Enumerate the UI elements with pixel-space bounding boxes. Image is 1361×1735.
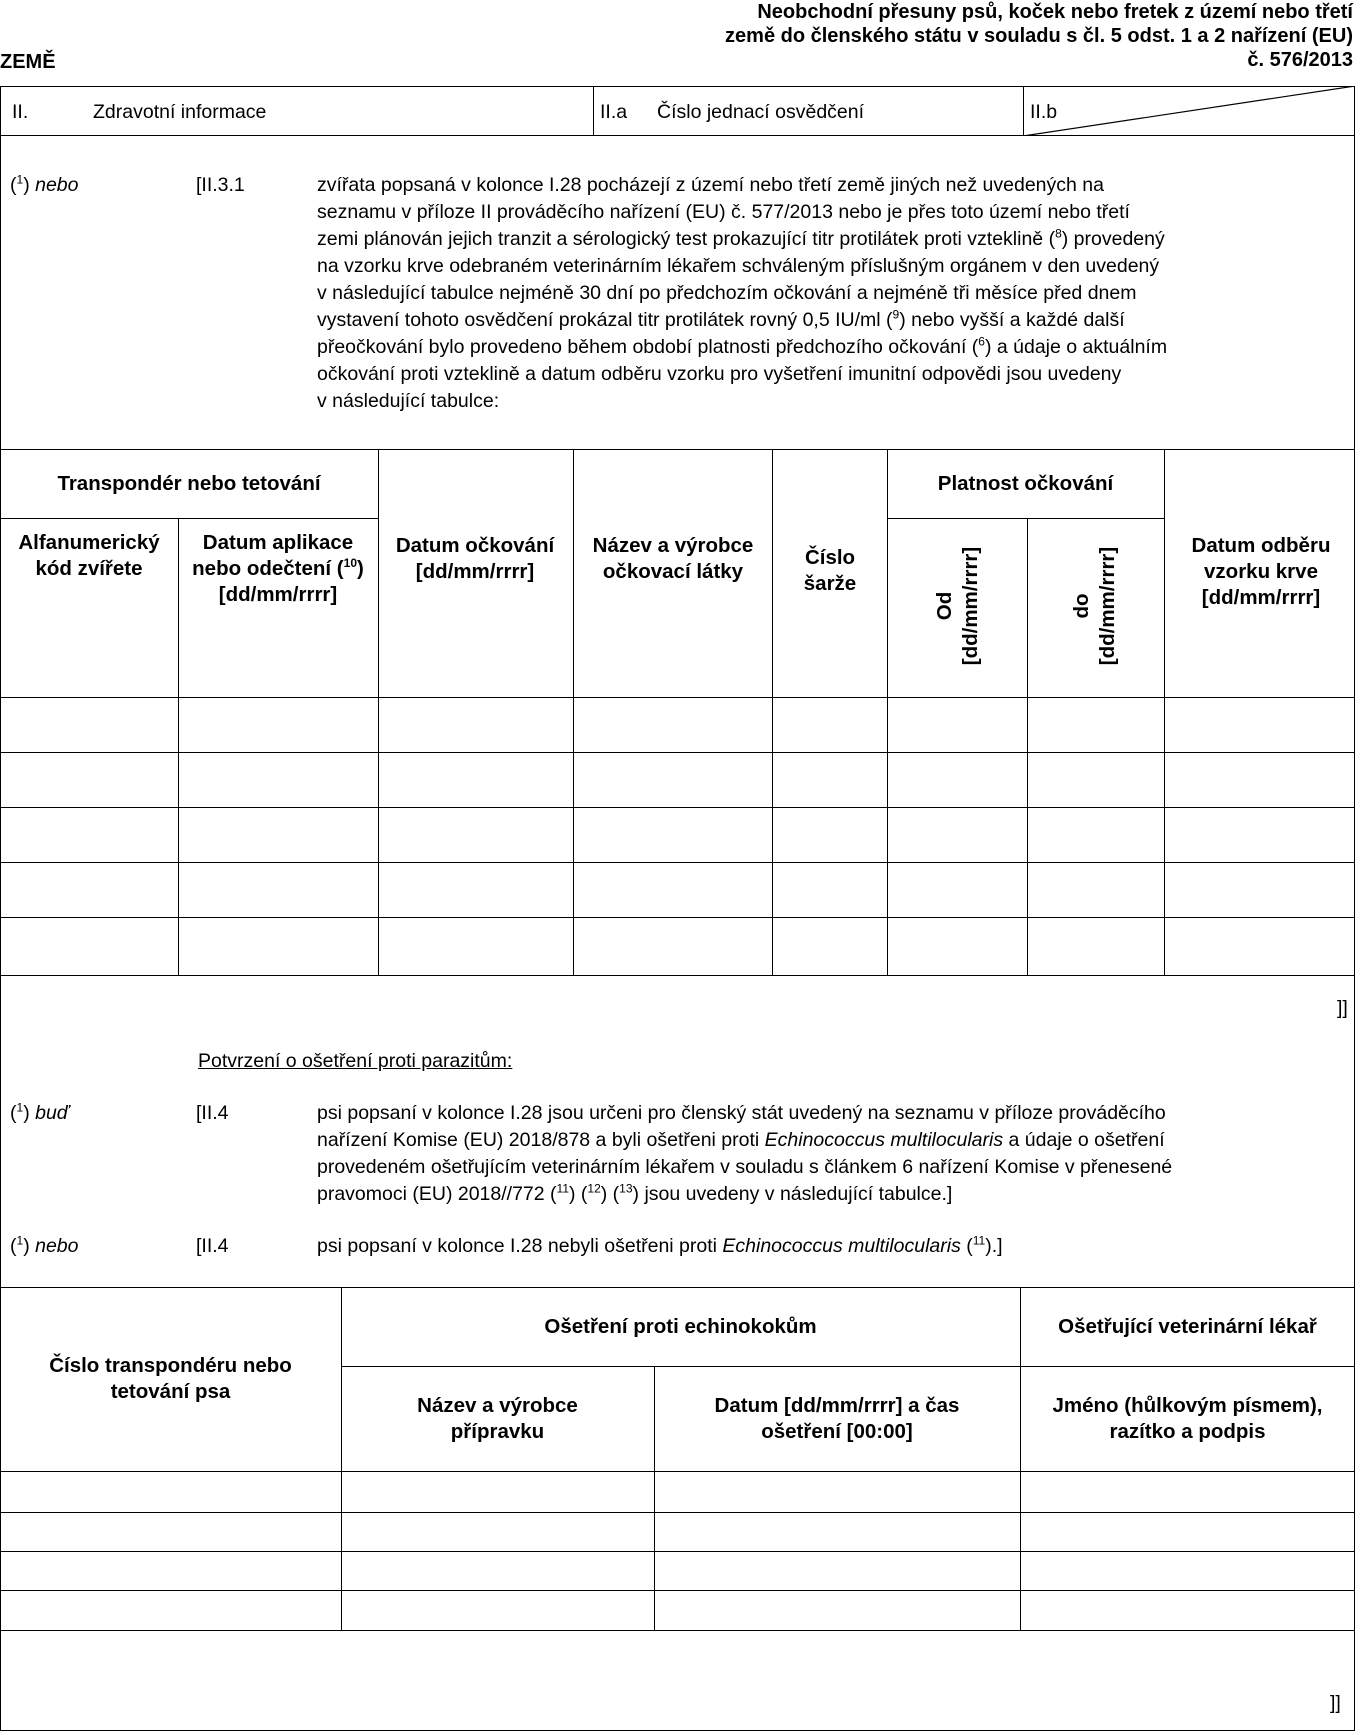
table-border [0, 697, 1355, 698]
option-marker: ($^1$) buď [10, 1100, 69, 1124]
col-application-date: Datum aplikace nebo odečtení ($^{10}$) [dd/mm/rrrr] [192, 531, 364, 606]
option2-text: psi popsaní v kolonce I.28 nebyli ošetřeni proti Echinococcus multilocularis ($^{11}$).] [317, 1233, 1003, 1257]
clause-text: zvířata popsaná v kolonce I.28 pocházejí z území nebo třetí země jiných než uvedených na seznamu v příloze II prováděcího nařízení (EU) č. 577/2013 nebo je přes toto území nebo třetí zemi plánován jejich tranzit a sérologický test prokazující titr protilátek proti vzteklině ($^8$) provedený na vzorku krve odebraném veterinárním lékařem schváleným příslušným orgánem v den uvedený v následující tabulce nejméně 30 dní po předchozím očkování a nejméně tři měsíce před dnem vystavení tohoto osvědčení prokázal titr protilátek rovný 0,5 IU/ml ($^9$) nebo vyšší a každé další přeočkování bylo provedeno během období platnosti předchozího očkování ($^6$) a údaje o aktuálním očkování proti vzteklině a datum odběru vzorku pro vyšetření imunitní odpovědi jsou uvedeny v následující tabulce: [317, 174, 1168, 412]
title-line-3: č. 576/2013 [1247, 49, 1353, 71]
col-vaccination-date: Datum očkování [dd/mm/rrrr] [395, 534, 555, 583]
option1-text: psi popsaní v kolonce I.28 jsou určeni pro členský stát uvedený na seznamu v příloze prováděcího nařízení Komise (EU) 2018/878 a byli ošetřeni proti Echinococcus multilocularis a údaje o ošetření provedeném ošetřujícím veterinárním lékařem v souladu s článkem 6 nařízení Komise v přenesené pravomoci (EU) 2018//772 ($^{11}$) ($^{12}$) ($^{13}$) jsou uvedeny v následující tabulce.] [317, 1102, 1173, 1205]
table-border [0, 975, 1355, 976]
divider [593, 86, 594, 136]
table-border [887, 518, 1164, 519]
col-vaccine-name: Název a výrobce očkovací látky [592, 534, 754, 583]
col-blood-sample-date: Datum odběru vzorku krve [dd/mm/rrrr] [1191, 534, 1331, 609]
col-animal-code: Alfanumerický kód zvířete [18, 531, 160, 580]
code-ii-b: II.b [1030, 101, 1058, 123]
group-veterinarian-header: Ošetřující veterinární lékař [1058, 1314, 1317, 1338]
reference-code: II.a [600, 101, 628, 123]
table-border [378, 449, 379, 975]
col-valid-from: Od [dd/mm/rrrr] [933, 546, 982, 666]
clause-code: [II.4 [196, 1102, 229, 1124]
clause-code: [II.4 [196, 1235, 229, 1257]
group-transponder-header: Transpondér nebo tetování [57, 471, 321, 495]
table-border [573, 449, 574, 975]
table-border [178, 518, 179, 975]
group-treatment-header: Ošetření proti echinokokům [544, 1314, 817, 1338]
diagonal-strike [1023, 86, 1355, 136]
option-marker: ($^1$) nebo [10, 1233, 79, 1257]
section-number: II. [12, 101, 29, 123]
table-border [772, 449, 773, 975]
col-product-name: Název a výrobce přípravku [417, 1393, 578, 1443]
group-validity-header: Platnost očkování [937, 471, 1114, 495]
title-line-2: země do členského státu v souladu s čl. 5 odst. 1 a 2 nařízení (EU) [725, 25, 1353, 47]
title-line-1: Neobchodní přesuny psů, koček nebo fretek z území nebo třetí [757, 1, 1353, 23]
col-batch-number: Číslo šarže [803, 546, 857, 595]
col-veterinarian-signature: Jméno (hůlkovým písmem), razítko a podpis [1052, 1393, 1323, 1443]
table-border [1164, 449, 1165, 975]
col-transponder-number: Číslo transpondéru nebo tetování psa [49, 1354, 292, 1403]
closing-bracket: ]] [1330, 1692, 1341, 1714]
closing-bracket: ]] [1337, 997, 1348, 1019]
section-title: Zdravotní informace [93, 101, 267, 123]
table-row [0, 1512, 1355, 1513]
country-label: ZEMĚ [0, 51, 56, 73]
col-treatment-datetime: Datum [dd/mm/rrrr] a čas ošetření [00:00] [714, 1393, 960, 1443]
table-border [1027, 518, 1028, 975]
parasite-heading: Potvrzení o ošetření proti parazitům: [198, 1050, 513, 1072]
option-marker: ($^1$) nebo [10, 172, 79, 196]
table-row [0, 1551, 1355, 1552]
table-border [0, 1471, 1355, 1472]
table-row [0, 807, 1355, 808]
table-border [0, 518, 378, 519]
table-border [887, 449, 888, 975]
reference-label: Číslo jednací osvědčení [657, 101, 865, 123]
table-row [0, 862, 1355, 863]
clause-code: [II.3.1 [196, 174, 245, 196]
col-valid-to: do [dd/mm/rrrr] [1070, 546, 1119, 666]
table-border [0, 1630, 1355, 1631]
document-title [553, 0, 1353, 72]
table-row [0, 917, 1355, 918]
table-row [0, 1590, 1355, 1591]
table-row [0, 752, 1355, 753]
